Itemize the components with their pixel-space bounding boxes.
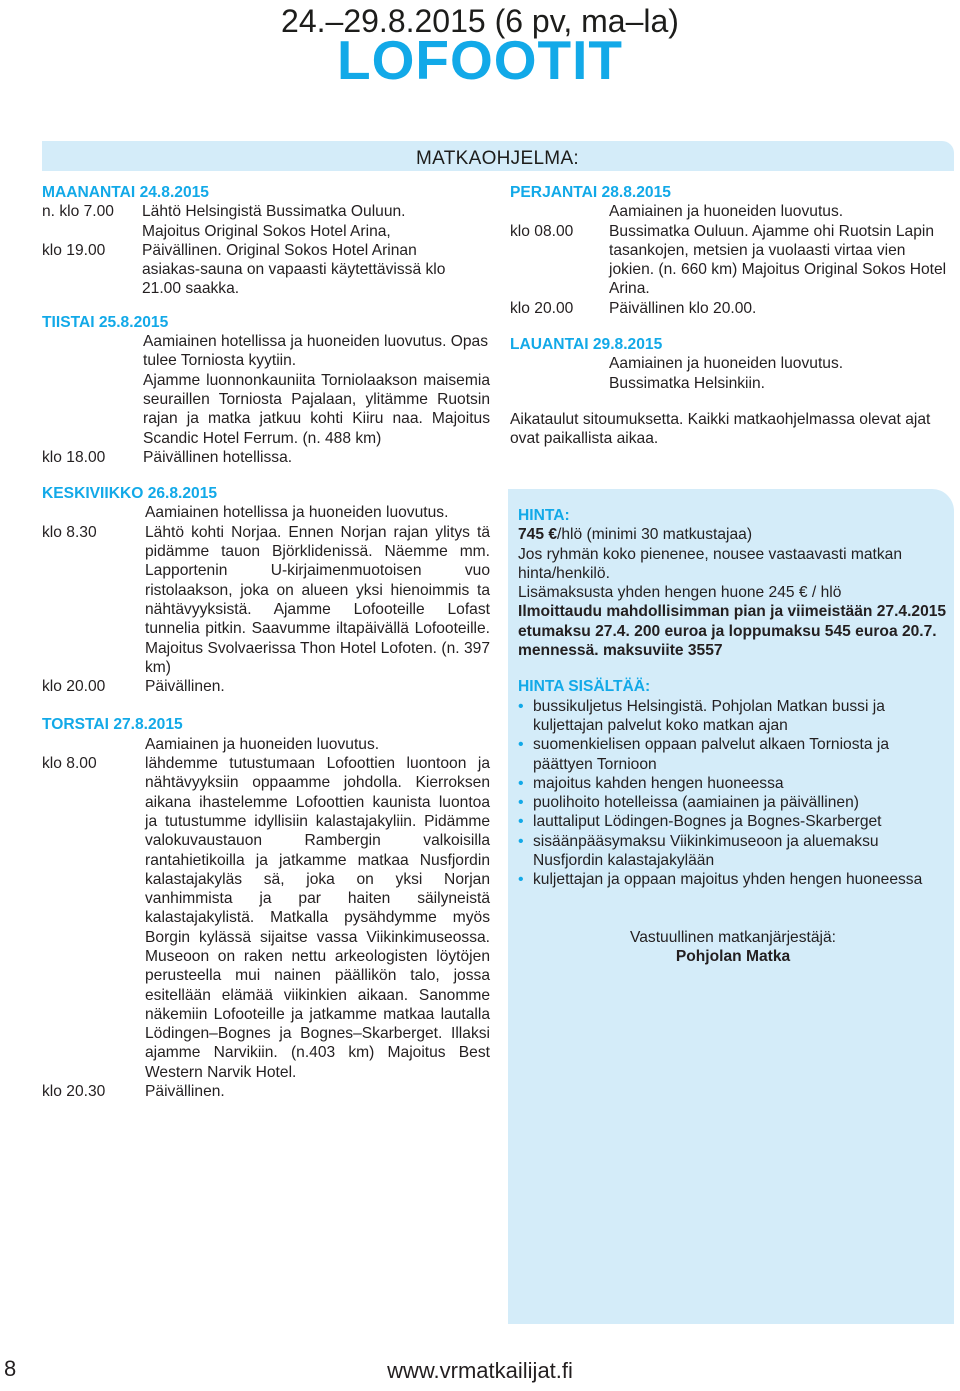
- day-title-saturday: LAUANTAI 29.8.2015: [510, 336, 663, 354]
- program-band: [42, 141, 954, 171]
- single-room-supplement: Lisämaksusta yhden hengen huone 245 € / hlö: [518, 584, 842, 602]
- schedule-text: Lähtö kohti Norjaa. Ennen Norjan rajan ylitys tä pidämme tauon Björklidenissä. Näemme mm. Lapportenin U-kirjaimenmuotoisen vuo ristolaakson, joka on alueen yksi hienoimmis ta nähtävyyksistä. Ajamme Lofooteille Lofast tunnelia pitkin. Saavumme iltapäivällä Lofooteille. Majoitus Svolvaerissa Thon Hotel Lofoten. (n. 397 km): [145, 523, 490, 676]
- booking-deadline: Ilmoittaudu mahdollisimman pian ja viimeistään 27.4.2015 etumaksu 27.4. 200 euroa ja loppumaksu 545 euroa 20.7. mennessä. maksuviite 3557: [518, 603, 947, 660]
- time-label: n. klo 7.00: [42, 203, 114, 221]
- schedule-note: Aikataulut sitoumuksetta. Kaikki matkaohjelmassa olevat ajat ovat paikallista aikaa.: [510, 410, 931, 448]
- schedule-row: [510, 354, 954, 393]
- schedule-row: [42, 1082, 490, 1101]
- schedule-text: Aamiainen ja huoneiden luovutus. Bussimatka Helsinkiin.: [609, 355, 844, 392]
- organizer-name: Pohjolan Matka: [675, 947, 791, 965]
- includes-item: • sisäänpääsymaksu Viikinkimuseoon ja aluemaksu Nusfjordin kalastajakylään: [518, 832, 948, 871]
- schedule-row: [42, 523, 490, 677]
- schedule-text: Päivällinen klo 20.00.: [609, 299, 757, 317]
- schedule-text: Aamiainen ja huoneiden luovutus.: [609, 203, 844, 221]
- schedule-text: Aamiainen hotellissa ja huoneiden luovutus.: [145, 504, 449, 522]
- time-label: klo 19.00: [42, 241, 106, 259]
- includes-item: • majoitus kahden hengen huoneessa: [518, 774, 948, 793]
- day-title-monday: MAANANTAI 24.8.2015: [42, 184, 209, 201]
- time-label: klo 8.30: [42, 523, 97, 541]
- schedule-text: Lähtö Helsingistä Bussimatka Ouluun.: [142, 203, 406, 221]
- price-content: [518, 506, 948, 966]
- schedule-row: [42, 677, 490, 696]
- schedule-row: [42, 222, 490, 241]
- time-label: klo 08.00: [510, 222, 574, 240]
- day-title-friday: PERJANTAI 28.8.2015: [510, 184, 671, 201]
- schedule-text: Aamiainen ja huoneiden luovutus.: [145, 735, 380, 753]
- includes-item: • suomenkielisen oppaan palvelut alkaen Torniosta ja päättyen Tornioon: [518, 735, 948, 774]
- schedule-row: [42, 241, 490, 299]
- price-heading: HINTA:: [518, 507, 570, 524]
- day-title-thursday: TORSTAI 27.8.2015: [42, 716, 183, 734]
- schedule-text: Päivällinen hotellissa.: [143, 448, 293, 466]
- schedule-row: [42, 371, 490, 448]
- includes-list: [518, 697, 948, 890]
- includes-item: • lauttaliput Lödingen-Bognes ja Bognes-Skarberget: [518, 812, 948, 831]
- includes-heading: HINTA SISÄLTÄÄ:: [518, 678, 651, 696]
- schedule-row: [510, 202, 954, 221]
- schedule-row: [42, 202, 490, 221]
- includes-item: • kuljettajan ja oppaan majoitus yhden hengen huoneessa: [518, 870, 948, 889]
- price-group-note: Jos ryhmän koko pienenee, nousee vastaavasti matkan hinta/henkilö.: [518, 545, 903, 582]
- schedule-row: [510, 299, 954, 318]
- program-heading: MATKAOHJELMA:: [416, 148, 579, 169]
- time-label: klo 8.00: [42, 755, 97, 773]
- schedule-row: [42, 503, 490, 522]
- price-amount-note: /hlö (minimi 30 matkustajaa): [557, 526, 753, 544]
- itinerary-left: [42, 183, 490, 1101]
- schedule-text: Aamiainen hotellissa ja huoneiden luovutus. Opas tulee Torniosta kyytiin.: [143, 333, 489, 370]
- time-label: klo 18.00: [42, 448, 106, 466]
- schedule-row: [42, 754, 490, 1082]
- time-label: klo 20.30: [42, 1083, 106, 1101]
- schedule-row: [42, 448, 490, 467]
- schedule-text: Päivällinen. Original Sokos Hotel Arinan asiakas-sauna on vapaasti käytettävissä klo 21.00 saakka.: [142, 241, 446, 298]
- day-title-wednesday: KESKIVIIKKO 26.8.2015: [42, 485, 218, 503]
- price-line: [518, 525, 948, 544]
- schedule-row: [42, 735, 490, 754]
- schedule-text: Päivällinen.: [145, 1083, 225, 1101]
- time-label: klo 20.00: [510, 299, 574, 317]
- schedule-text: lähdemme tutustumaan Lofoottien luontoon ja nähtävyyksiin oppaamme johdolla. Kierroksen aikana ihastelemme Lofoottien kaunista luontoa ja tutustumme idyllisiin kalastajakyliin. Pidämme valokuvaustauon Rambergin valkoisilla rantahietikoilla ja jatkamme matkaa Nusfjordin kalastajakyläs sä, joka on yksi Norjan vanhimmista ja par haiten säilyneistä kalastajakylistä. Matkalla pysähdymme myös Borgin kylässä sijaitse vassa Viikinkimuseossa. Museoon on raken nettu arkeologisten löytöjen perusteella mui nainen päällikön talo, jossa esitellään elämää viikinkien aikaan. Sanomme näkemiin Lofooteille ja jatkamme matkaa lautalla Lödingen–Bognes ja Bognes–Skarberget. Illaksi ajamme Narvikiin. (n.403 km) Majoitus Best Western Narvik Hotel.: [145, 755, 490, 1081]
- footer-url[interactable]: www.vrmatkailijat.fi: [387, 1358, 573, 1383]
- includes-item: • puolihoito hotelleissa (aamiainen ja päivällinen): [518, 793, 948, 812]
- includes-item: • bussikuljetus Helsingistä. Pohjolan Matkan bussi ja kuljettajan palvelut koko matkan ajan: [518, 697, 948, 736]
- schedule-text: Majoitus Original Sokos Hotel Arina,: [142, 222, 391, 240]
- itinerary-right: [510, 183, 954, 449]
- day-title-tuesday: TIISTAI 25.8.2015: [42, 313, 169, 331]
- schedule-text: Päivällinen.: [145, 678, 225, 696]
- price-amount: 745 €: [518, 526, 558, 544]
- schedule-text: Bussimatka Ouluun. Ajamme ohi Ruotsin Lapin tasankojen, metsien ja vuolaasti virtaa vien jokien. (n. 660 km) Majoitus Original Sokos Hotel Arina.: [609, 222, 947, 298]
- schedule-row: [510, 222, 954, 299]
- trip-title: LOFOOTIT: [336, 29, 623, 91]
- organizer-label: Vastuullinen matkanjärjestäjä:: [629, 928, 836, 946]
- schedule-text: Ajamme luonnonkauniita Torniolaakson maisemia seuraillen Torniosta Pajalaan, ylitämme Ruotsin rajan ja matka jatkuu kohti Kiiru naa. Majoitus Scandic Hotel Ferrum. (n. 488 km): [143, 371, 490, 447]
- trip-dates: 24.–29.8.2015 (6 pv, ma–la): [281, 3, 679, 39]
- schedule-row: [42, 332, 490, 371]
- page-number: 8: [4, 1356, 17, 1381]
- time-label: klo 20.00: [42, 678, 106, 696]
